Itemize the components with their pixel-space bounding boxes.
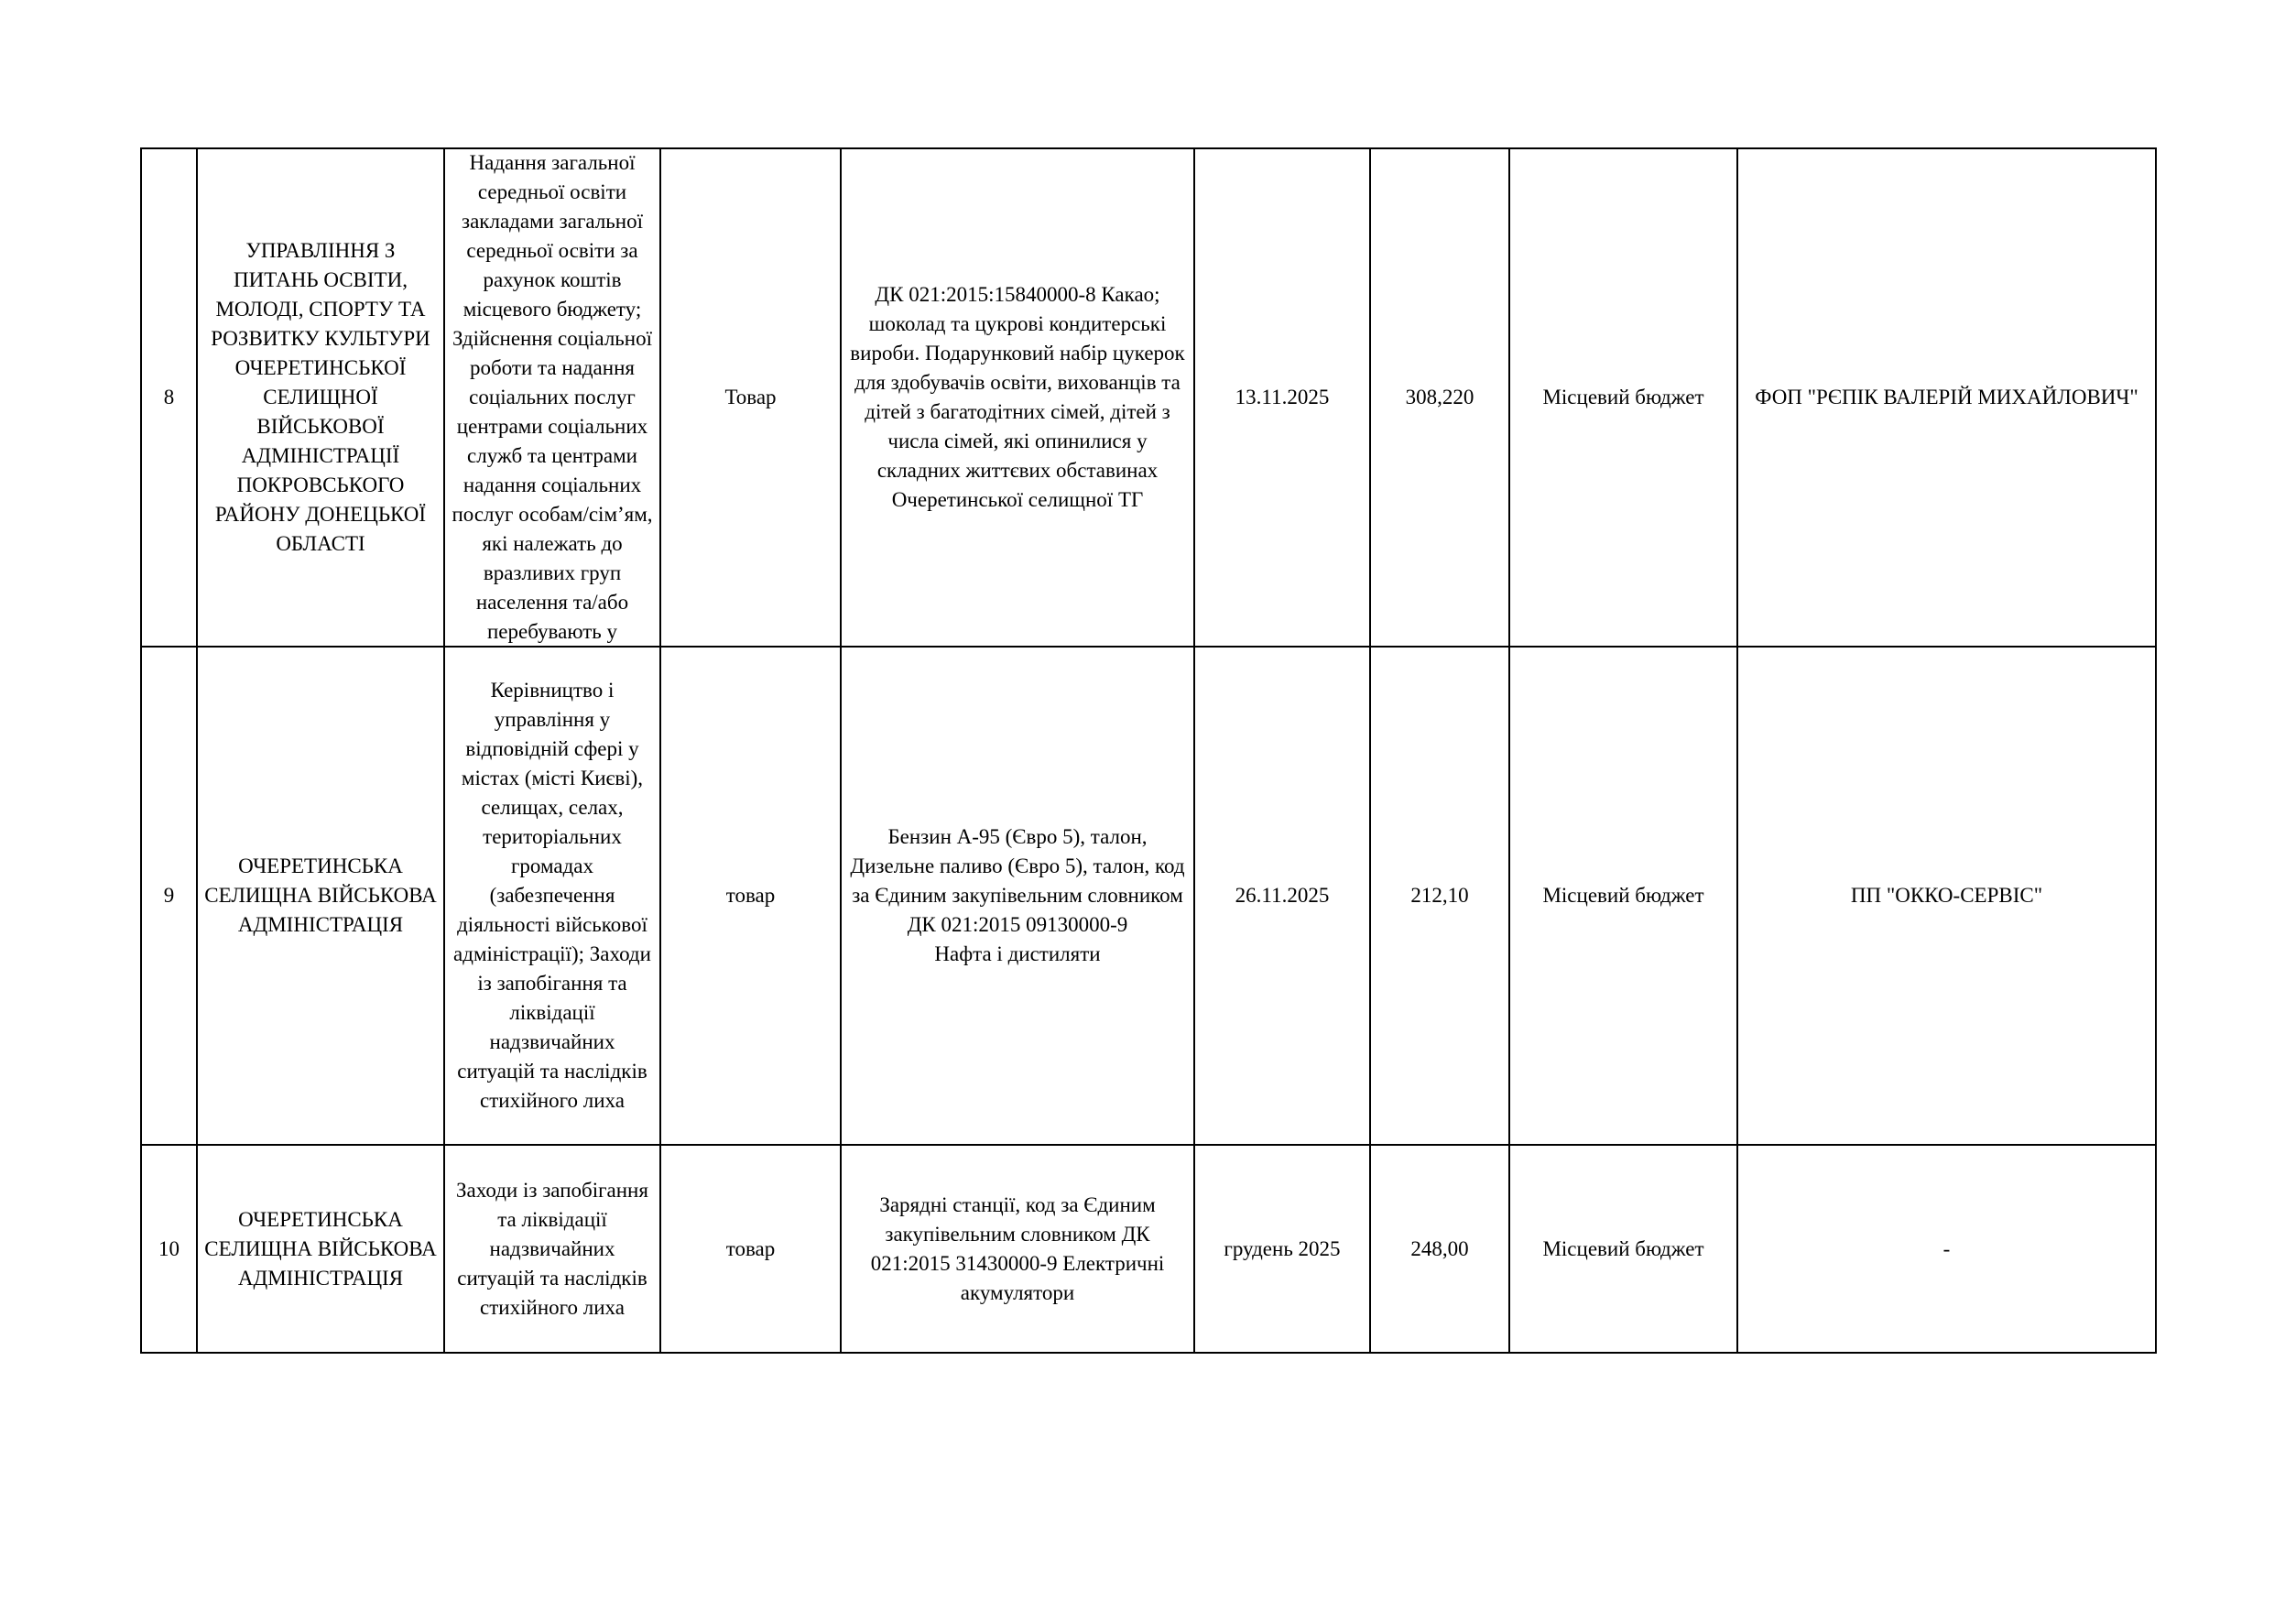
customer-name: УПРАВЛІННЯ З ПИТАНЬ ОСВІТИ, МОЛОДІ, СПОРТУ ТА РОЗВИТКУ КУЛЬТУРИ ОЧЕРЕТИНСЬКОЇ СЕЛИЩНОЇ ВІЙСЬКОВОЇ АДМІНІСТРАЦІЇ ПОКРОВСЬКОГО РАЙОНУ ДОНЕЦЬКОЇ ОБЛАСТІ (211, 239, 430, 555)
subject-text: Зарядні станції, код за Єдиним закупівельним словником ДК 021:2015 31430000-9 Електричні акумулятори (870, 1192, 1165, 1304)
table-row (141, 1145, 2156, 1353)
customer-cell (197, 148, 444, 647)
row-number: 9 (141, 647, 197, 1145)
row-number: 10 (141, 1145, 197, 1353)
purpose-text: Керівництво і управління у відповідній сфері у містах (місті Києві), селищах, селах, територіальних громадах (забезпечення діяльності військової адміністрації); Заходи із запобігання та ліквідації надзвичайних ситуацій та наслідків стихійного лиха (453, 679, 651, 1112)
subject-cell (841, 148, 1194, 647)
supplier: ФОП "РЄПІК ВАЛЕРІЙ МИХАЙЛОВИЧ" (1737, 148, 2156, 647)
amount: 308,220 (1370, 148, 1509, 647)
procurement-table (140, 147, 2157, 1354)
funding-source: Місцевий бюджет (1509, 647, 1737, 1145)
item-type: товар (660, 647, 841, 1145)
amount: 248,00 (1370, 1145, 1509, 1353)
customer-cell (197, 1145, 444, 1353)
row-number: 8 (141, 148, 197, 647)
supplier: - (1737, 1145, 2156, 1353)
purpose-cell (444, 1145, 660, 1353)
amount: 212,10 (1370, 647, 1509, 1145)
table-row (141, 148, 2156, 647)
customer-name: ОЧЕРЕТИНСЬКА СЕЛИЩНА ВІЙСЬКОВА АДМІНІСТРАЦІЯ (204, 855, 437, 936)
purpose-cell (444, 148, 660, 647)
purpose-text: Надання загальної середньої освіти закладами загальної середньої освіти за рахунок коштів місцевого бюджету; Здійснення соціальної роботи та надання соціальних послуг центрами соціальних служб та центрами надання соціальних послуг особам/сім’ям, які належать до вразливих груп населення та/або перебувають у (452, 151, 653, 643)
subject-cell (841, 1145, 1194, 1353)
table-row (141, 647, 2156, 1145)
purpose-text: Заходи із запобігання та ліквідації надзвичайних ситуацій та наслідків стихійного лиха (456, 1178, 648, 1319)
subject-cell (841, 647, 1194, 1145)
funding-source: Місцевий бюджет (1509, 148, 1737, 647)
item-type: Товар (660, 148, 841, 647)
contract-date: 13.11.2025 (1194, 148, 1370, 647)
funding-source: Місцевий бюджет (1509, 1145, 1737, 1353)
contract-date: 26.11.2025 (1194, 647, 1370, 1145)
supplier: ПП "ОККО-СЕРВІС" (1737, 647, 2156, 1145)
customer-name: ОЧЕРЕТИНСЬКА СЕЛИЩНА ВІЙСЬКОВА АДМІНІСТРАЦІЯ (204, 1207, 437, 1290)
contract-date: грудень 2025 (1194, 1145, 1370, 1353)
purpose-cell (444, 647, 660, 1145)
subject-text: ДК 021:2015:15840000-8 Какао; шоколад та цукрові кондитерські вироби. Подарунковий набір цукерок для здобувачів освіти, вихованців та дітей з багатодітних сімей, дітей з числа сімей, які опинилися у складних життєвих обставинах Очеретинської селищної ТГ (850, 283, 1185, 511)
customer-cell (197, 647, 444, 1145)
subject-text: Бензин А-95 (Євро 5), талон, Дизельне паливо (Євро 5), талон, код за Єдиним закупівельним словником ДК 021:2015 09130000-9 Нафта і дистиляти (850, 825, 1185, 965)
item-type: товар (660, 1145, 841, 1353)
